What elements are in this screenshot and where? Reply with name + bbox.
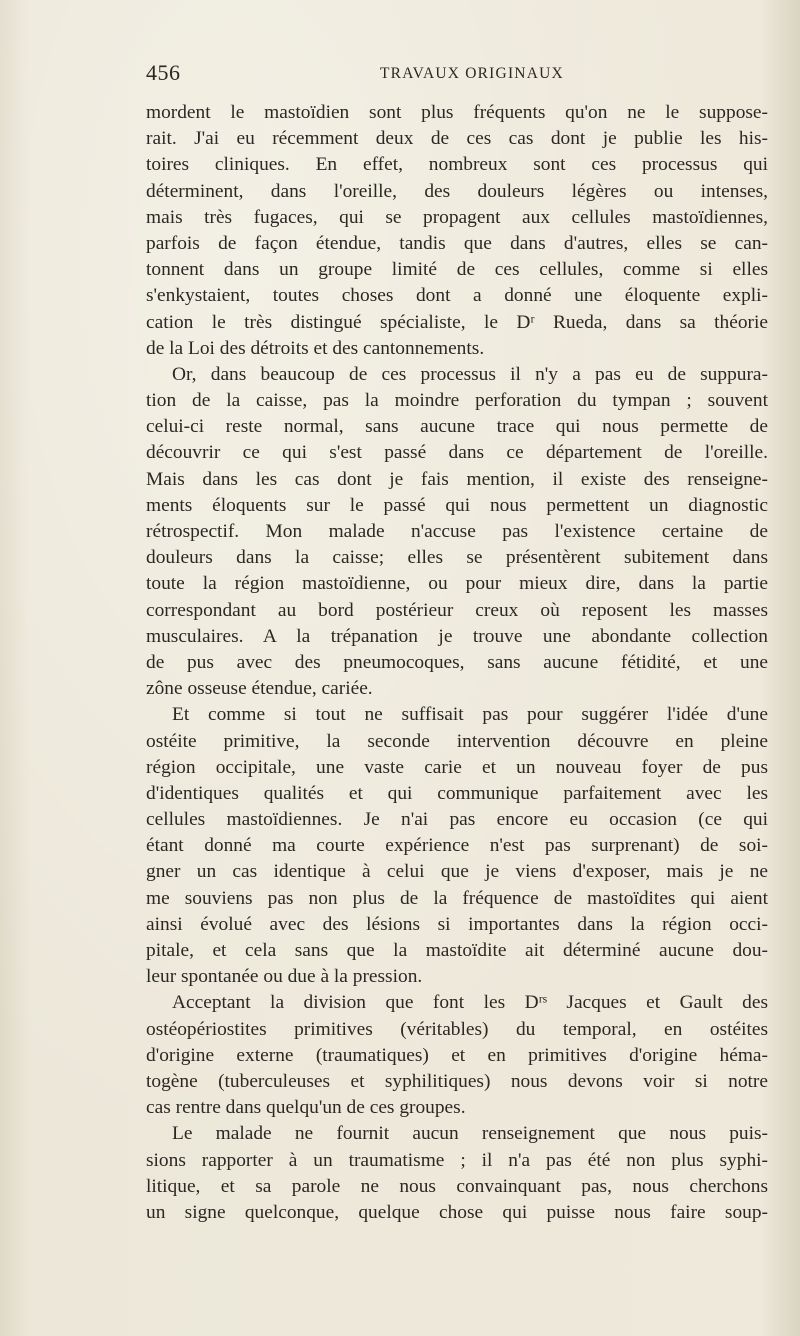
text-line: toires cliniques. En effet, nombreux sont ces processus qui: [146, 154, 768, 176]
text-line: cellules mastoïdiennes. Je n'ai pas encore eu occasion (ce qui: [146, 809, 768, 831]
text-line: ments éloquents sur le passé qui nous permettent un diagnostic: [146, 494, 768, 516]
text-line: correspondant au bord postérieur creux où reposent les masses: [146, 599, 768, 621]
text-line: rait. J'ai eu récemment deux de ces cas dont je publie les his-: [146, 128, 768, 150]
text-line: gner un cas identique à celui que je viens d'exposer, mais je ne: [146, 861, 768, 883]
text-line: déterminent, dans l'oreille, des douleurs légères ou intenses,: [146, 180, 768, 202]
text-line: leur spontanée ou due à la pression.: [146, 966, 423, 988]
text-line: parfois de façon étendue, tandis que dans d'autres, elles se can-: [146, 232, 768, 254]
text-line: de la Loi des détroits et des cantonnements.: [146, 337, 485, 359]
text-line: un signe quelconque, quelque chose qui puisse nous faire soup-: [146, 1201, 768, 1223]
text-line: ostéite primitive, la seconde intervention découvre en pleine: [146, 730, 768, 752]
text-line: zône osseuse étendue, cariée.: [146, 678, 373, 700]
text-line: région occipitale, une vaste carie et un nouveau foyer de pus: [146, 756, 768, 778]
text-line: douleurs dans la caisse; elles se présentèrent subitement dans: [146, 547, 768, 569]
text-line: sions rapporter à un traumatisme ; il n'a pas été non plus syphi-: [146, 1149, 768, 1171]
text-line: me souviens pas non plus de la fréquence de mastoïdites qui aient: [146, 887, 768, 909]
text-line: mordent le mastoïdien sont plus fréquents qu'on ne le suppose-: [146, 102, 768, 123]
text-line: cas rentre dans quelqu'un de ces groupes.: [146, 1097, 466, 1119]
body-text: [146, 100, 768, 1226]
text-line: étant donné ma courte expérience n'est pas surprenant) de soi-: [146, 835, 768, 857]
page-number: 456: [146, 60, 181, 85]
text-line: celui-ci reste normal, sans aucune trace qui nous permette de: [146, 416, 768, 438]
text-line: rétrospectif. Mon malade n'accuse pas l'existence certaine de: [146, 521, 768, 542]
page-header: [146, 60, 766, 90]
text-line: d'identiques qualités et qui communique parfaitement avec les: [146, 782, 768, 804]
text-line: Or, dans beaucoup de ces processus il n'y a pas eu de suppura-: [172, 363, 768, 385]
text-line: d'origine externe (traumatiques) et en primitives d'origine héma-: [146, 1044, 768, 1066]
text-line: ostéopériostites primitives (véritables) du temporal, en ostéites: [146, 1018, 768, 1040]
text-line: togène (tuberculeuses et syphilitiques) nous devons voir si notre: [146, 1070, 768, 1092]
text-line: Le malade ne fournit aucun renseignement que nous puis-: [172, 1123, 768, 1145]
running-head: TRAVAUX ORIGINAUX: [380, 65, 564, 82]
text-line: musculaires. A la trépanation je trouve une abondante collection: [146, 625, 768, 647]
text-line: tion de la caisse, pas la moindre perforation du tympan ; souvent: [146, 390, 768, 412]
text-line: Acceptant la division que font les Dʳˢ Jacques et Gault des: [172, 992, 768, 1014]
text-line: mais très fugaces, qui se propagent aux cellules mastoïdiennes,: [146, 206, 768, 228]
text-line: s'enkystaient, toutes choses dont a donné une éloquente expli-: [146, 285, 768, 307]
text-line: de pus avec des pneumocoques, sans aucune fétidité, et une: [146, 651, 768, 673]
text-line: ainsi évolué avec des lésions si importantes dans la région occi-: [146, 913, 768, 935]
text-line: litique, et sa parole ne nous convainquant pas, nous cherchons: [146, 1175, 768, 1197]
text-line: Et comme si tout ne suffisait pas pour suggérer l'idée d'une: [172, 704, 768, 726]
text-line: tonnent dans un groupe limité de ces cellules, comme si elles: [146, 259, 768, 281]
text-line: cation le très distingué spécialiste, le Dʳ Rueda, dans sa théorie: [146, 311, 768, 333]
text-line: pitale, et cela sans que la mastoïdite ait déterminé aucune dou-: [146, 940, 768, 961]
text-line: toute la région mastoïdienne, ou pour mieux dire, dans la partie: [146, 573, 768, 595]
text-line: Mais dans les cas dont je fais mention, il existe des renseigne-: [146, 468, 768, 490]
text-line: découvrir ce qui s'est passé dans ce département de l'oreille.: [146, 442, 768, 464]
